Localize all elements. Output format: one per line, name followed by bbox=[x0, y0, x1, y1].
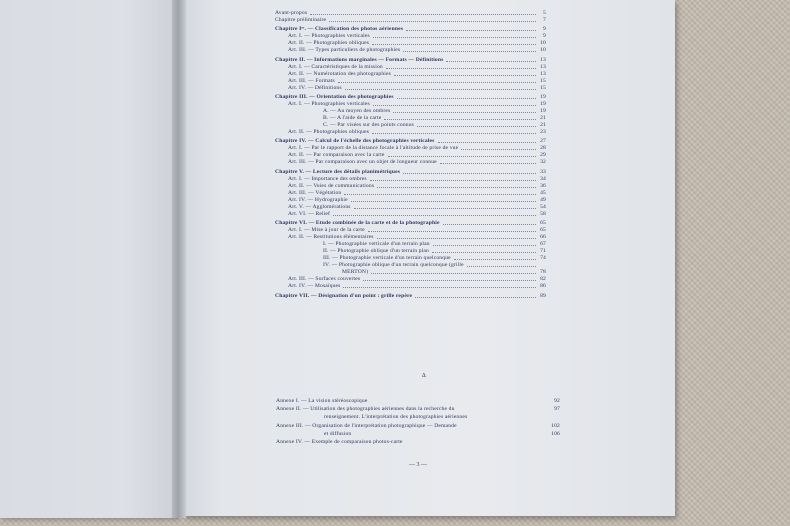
toc-entry-page: 74 bbox=[540, 255, 546, 262]
annex-entry-title: et diffusion bbox=[324, 430, 352, 437]
toc-entry-title: Chapitre II. — Informations marginales — Formats — Définitions bbox=[275, 56, 444, 63]
toc-entry-title: Art. III. — Surfaces couvertes bbox=[288, 276, 361, 283]
toc-leader-dots bbox=[333, 215, 536, 216]
annex-entry-page: 97 bbox=[554, 406, 560, 413]
toc-leader-dots bbox=[368, 231, 536, 232]
toc-entry-title: IV. — Photographie oblique d'un terrain quelconque (grille bbox=[323, 262, 464, 269]
toc-entry-title: Art. II. — Photographies obliques bbox=[288, 129, 370, 136]
left-page bbox=[0, 0, 178, 518]
toc-entry-title: Art. I. — Mise à jour de la carte bbox=[288, 227, 365, 234]
toc-entry-title: Chapitre Iᵉʳ. — Classification des photos aériennes bbox=[275, 26, 404, 33]
toc-entry-page: 10 bbox=[540, 47, 546, 54]
toc-leader-dots bbox=[403, 51, 536, 52]
toc-entry-title: Art. IV. — Définitions bbox=[288, 84, 342, 91]
toc-leader-dots bbox=[403, 173, 536, 174]
toc-entry-page: 66 bbox=[540, 234, 546, 241]
toc-entry-title: Art. VI. — Relief bbox=[288, 210, 331, 217]
toc-leader-dots bbox=[373, 37, 536, 38]
toc-leader-dots bbox=[388, 156, 536, 157]
toc-leader-dots bbox=[446, 61, 536, 62]
toc-entry-title: MERTON) bbox=[342, 269, 369, 276]
toc-entry-page: 15 bbox=[540, 84, 546, 91]
toc-entry-page: 86 bbox=[540, 283, 546, 290]
toc-entry-page: 58 bbox=[540, 210, 546, 217]
toc-entry-page: 49 bbox=[540, 196, 546, 203]
toc-entry-title: C. — Par visées sur des points connus bbox=[323, 122, 415, 129]
toc-entry-page: 19 bbox=[540, 107, 546, 114]
toc-entry-title: Art. II. — Photographies obliques bbox=[288, 40, 370, 47]
toc-entry-title: Chapitre IV. — Calcul de l'échelle des photographies verticales bbox=[275, 138, 435, 145]
toc-entry-page: 10 bbox=[540, 40, 546, 47]
toc-entry-page: 27 bbox=[540, 138, 546, 145]
toc-leader-dots bbox=[433, 245, 536, 246]
toc-entry-page: 21 bbox=[540, 115, 546, 122]
toc-leader-dots bbox=[417, 126, 536, 127]
toc-leader-dots bbox=[363, 280, 536, 281]
toc-entry-title: Chapitre V. — Lecture des détails planimétriques bbox=[275, 168, 401, 175]
toc-entry-page: 9 bbox=[543, 33, 546, 40]
toc-entry-page: 19 bbox=[540, 93, 546, 100]
toc-entry-page: 32 bbox=[540, 159, 546, 166]
toc-leader-dots bbox=[310, 14, 536, 15]
toc-entry-page: 33 bbox=[540, 168, 546, 175]
annex-entry-title: Annexe I. — La vision stéréoscopique bbox=[276, 398, 368, 404]
toc-entry-page: 29 bbox=[540, 152, 546, 159]
toc-leader-dots bbox=[438, 142, 537, 143]
toc-entry-page: 13 bbox=[540, 56, 546, 63]
section-mark: ∆ bbox=[422, 373, 426, 379]
toc-leader-dots bbox=[371, 273, 536, 274]
toc-entry-page: 7 bbox=[543, 17, 546, 24]
book-gutter bbox=[172, 0, 186, 518]
toc-entry-title: Art. I. — Importance des ombres bbox=[288, 175, 367, 182]
toc-leader-dots bbox=[415, 297, 536, 298]
annex-entry-title: Annexe II. — Utilisation des photographies aériennes dans la recherche du bbox=[276, 406, 455, 413]
toc-leader-dots bbox=[343, 287, 536, 288]
toc-leader-dots bbox=[377, 187, 536, 188]
toc-entry-title: II. — Photographie oblique d'un terrain plan bbox=[323, 248, 429, 255]
toc-entry-title: Art. III. — Par comparaison avec un objet de longueur connue bbox=[288, 159, 437, 166]
toc-leader-dots bbox=[440, 163, 536, 164]
toc-entry-page: 65 bbox=[540, 227, 546, 234]
toc-leader-dots bbox=[432, 252, 536, 253]
toc-entry-title: Chapitre VI. — Etude combinée de la carte et de la photographie bbox=[275, 220, 440, 227]
toc-leader-dots bbox=[443, 224, 536, 225]
toc-entry-page: 36 bbox=[540, 182, 546, 189]
toc-entry-title: Art. III. — Types particuliers de photographies bbox=[288, 47, 401, 54]
toc-entry-title: Art. II. — Par comparaison avec la carte bbox=[288, 152, 385, 159]
toc-entry-title: Art. V. — Agglomérations bbox=[288, 203, 351, 210]
page-number: — 3 — bbox=[409, 462, 427, 468]
toc-entry-page: 28 bbox=[540, 145, 546, 152]
toc-entry-page: 5 bbox=[543, 10, 546, 16]
toc-entry-title: Art. I. — Photographies verticales bbox=[288, 33, 370, 40]
toc-leader-dots bbox=[345, 89, 536, 90]
toc-leader-dots bbox=[384, 119, 536, 120]
toc-entry-title: I. — Photographie verticale d'un terrain plan bbox=[323, 241, 430, 248]
toc-leader-dots bbox=[467, 266, 536, 267]
toc-leader-dots bbox=[344, 194, 536, 195]
toc-leader-dots bbox=[394, 75, 536, 76]
toc-entry-page: 82 bbox=[540, 276, 546, 283]
toc-leader-dots bbox=[370, 180, 536, 181]
toc-leader-dots bbox=[338, 82, 536, 83]
toc-leader-dots bbox=[393, 112, 536, 113]
toc-entry-title: Chapitre III. — Orientation des photographies bbox=[275, 93, 394, 100]
toc-entry-page: 71 bbox=[540, 248, 546, 255]
toc-entry-title: Art. III. — Végétation bbox=[288, 189, 342, 196]
toc-entry-title: Art. II. — Restitutions élémentaires bbox=[288, 234, 374, 241]
toc-leader-dots bbox=[397, 98, 536, 99]
toc-leader-dots bbox=[373, 105, 536, 106]
toc-entry-title: A. — Au moyen des ombres bbox=[323, 107, 391, 114]
toc-entry-title: Art. I. — Par le rapport de la distance focale à l'altitude de prise de vue bbox=[288, 145, 459, 152]
toc-entry-title: Art. III. — Formats bbox=[288, 77, 335, 84]
toc-leader-dots bbox=[454, 259, 536, 260]
toc-entry-page: 45 bbox=[540, 189, 546, 196]
toc-entry-title: B. — A l'aide de la carte bbox=[323, 115, 382, 122]
toc-entry-title: Art. I. — Caractéristiques de la mission bbox=[288, 63, 383, 70]
toc-entry-page: 21 bbox=[540, 122, 546, 129]
toc-entry-title: Avant-propos bbox=[275, 10, 308, 16]
toc-entry-page: 19 bbox=[540, 100, 546, 107]
toc-entry-page: 15 bbox=[540, 77, 546, 84]
toc-entry-page: 13 bbox=[540, 63, 546, 70]
toc-entry-page: 65 bbox=[540, 220, 546, 227]
annex-entry-page: 102 bbox=[551, 422, 560, 429]
toc-entry-page: 54 bbox=[540, 203, 546, 210]
toc-leader-dots bbox=[461, 149, 536, 150]
toc-leader-dots bbox=[329, 21, 536, 22]
toc-entry-page: 23 bbox=[540, 129, 546, 136]
toc-entry-title: Art. IV. — Mosaïques bbox=[288, 283, 341, 290]
toc-leader-dots bbox=[406, 30, 536, 31]
toc-entry-title: Art. II. — Voies de communications bbox=[288, 182, 375, 189]
toc-entry-title: Chapitre préliminaire bbox=[275, 17, 327, 24]
annex-entry-title: renseignement. L'interprétation des photographies aériennes bbox=[324, 414, 468, 421]
annex-entry-page: 92 bbox=[554, 398, 560, 404]
toc-leader-dots bbox=[372, 44, 536, 45]
toc-entry-page: 78 bbox=[540, 269, 546, 276]
toc-entry-page: 13 bbox=[540, 70, 546, 77]
annex-entry-title: Annexe IV. — Exemple de comparaison photos-carte bbox=[276, 439, 403, 445]
toc-leader-dots bbox=[351, 201, 536, 202]
toc-entry-title: Art. I. — Photographies verticales bbox=[288, 100, 370, 107]
annex-entry-title: Annexe III. — Organisation de l'interprétation photographique — Demande bbox=[276, 422, 457, 429]
toc-entry-page: 67 bbox=[540, 241, 546, 248]
toc-entry-page: 9 bbox=[543, 26, 546, 33]
annex-entry-page: 106 bbox=[551, 430, 560, 437]
toc-entry-page: 34 bbox=[540, 175, 546, 182]
toc-leader-dots bbox=[354, 208, 536, 209]
toc-leader-dots bbox=[372, 133, 536, 134]
toc-entry-title: Art. IV. — Hydrographie bbox=[288, 196, 348, 203]
toc-leader-dots bbox=[386, 68, 536, 69]
toc-leader-dots bbox=[377, 238, 536, 239]
toc-entry-title: III. — Photographie verticale d'un terrain quelconque bbox=[323, 255, 451, 262]
toc-entry-title: Chapitre VII. — Désignation d'un point : grille repère bbox=[275, 292, 413, 299]
toc-entry-page: 89 bbox=[540, 292, 546, 299]
toc-entry-title: Art. II. — Numérotation des photographies bbox=[288, 70, 391, 77]
